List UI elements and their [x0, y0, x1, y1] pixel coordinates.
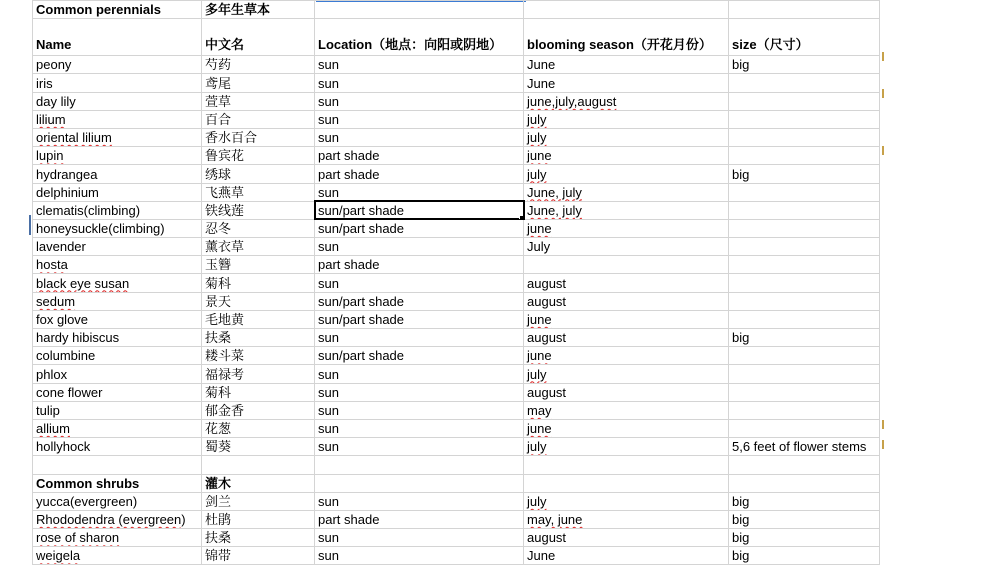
cell-chinese-name[interactable]: 铁线莲 — [202, 201, 315, 219]
cell-size[interactable]: big — [729, 329, 880, 347]
cell[interactable] — [33, 456, 202, 474]
cell[interactable] — [524, 474, 729, 492]
table-row — [33, 74, 880, 92]
table-row — [33, 347, 880, 365]
cell-location[interactable]: sun — [315, 529, 524, 547]
cell-edge-mark — [882, 420, 884, 429]
table-row — [33, 419, 880, 437]
cell-size[interactable] — [729, 365, 880, 383]
header-row — [33, 19, 880, 56]
cell-edge-mark — [882, 52, 884, 61]
cell-location[interactable]: part shade — [315, 256, 524, 274]
cell-chinese-name[interactable]: 香水百合 — [202, 128, 315, 146]
cell-name[interactable] — [33, 510, 202, 528]
cell-size[interactable] — [729, 110, 880, 128]
cell-size[interactable]: big — [729, 492, 880, 510]
spellcheck-text: Rhododendra (evergreen) — [36, 512, 186, 528]
cell-blooming-season[interactable]: June — [524, 56, 729, 74]
spellcheck-text: july — [527, 366, 547, 382]
table-row — [33, 492, 880, 510]
cell-size[interactable]: big — [729, 56, 880, 74]
cell-size[interactable] — [729, 74, 880, 92]
cell-blooming-season[interactable]: July — [524, 238, 729, 256]
cell-size[interactable]: big — [729, 529, 880, 547]
cell-chinese-name[interactable]: 薰衣草 — [202, 238, 315, 256]
spreadsheet-grid — [32, 0, 882, 586]
section-title[interactable]: Common shrubs — [33, 474, 202, 492]
cell[interactable] — [729, 456, 880, 474]
cell-location[interactable]: sun/part shade — [315, 292, 524, 310]
table-row — [33, 510, 880, 528]
table-row — [33, 128, 880, 146]
cell-blooming-season[interactable]: august — [524, 329, 729, 347]
cell-blooming-season[interactable]: June — [524, 547, 729, 565]
cell[interactable] — [315, 1, 524, 19]
cell-blooming-season[interactable] — [524, 401, 729, 419]
cell-chinese-name[interactable]: 蜀葵 — [202, 438, 315, 456]
spellcheck-text: june — [527, 221, 552, 237]
cell-location[interactable]: sun — [315, 128, 524, 146]
cell-location[interactable]: sun — [315, 365, 524, 383]
cell-name[interactable] — [33, 147, 202, 165]
cell-name[interactable] — [33, 547, 202, 565]
cell-location[interactable]: part shade — [315, 165, 524, 183]
cell-blooming-season[interactable] — [524, 219, 729, 237]
table-row — [33, 92, 880, 110]
cell-size[interactable] — [729, 347, 880, 365]
spellcheck-text: june,july,august — [527, 93, 617, 109]
cell-size[interactable] — [729, 147, 880, 165]
cell-chinese-name[interactable]: 萱草 — [202, 92, 315, 110]
cell-blooming-season[interactable] — [524, 110, 729, 128]
cell[interactable] — [315, 456, 524, 474]
table-row — [33, 183, 880, 201]
spellcheck-text: rose of sharon — [36, 530, 120, 546]
cell-blooming-season[interactable] — [524, 147, 729, 165]
spellcheck-text: oriental lilium — [36, 130, 112, 146]
cell-chinese-name[interactable]: 锦带 — [202, 547, 315, 565]
cell-chinese-name[interactable]: 菊科 — [202, 383, 315, 401]
cell-location[interactable]: sun — [315, 74, 524, 92]
table-row — [33, 256, 880, 274]
spellcheck-text: july — [527, 493, 547, 509]
cell-chinese-name[interactable]: 景天 — [202, 292, 315, 310]
cell-location[interactable]: sun — [315, 401, 524, 419]
table-row — [33, 310, 880, 328]
section-title[interactable]: Common perennials — [33, 1, 202, 19]
cell-size[interactable]: big — [729, 510, 880, 528]
cell-chinese-name[interactable]: 忍冬 — [202, 219, 315, 237]
cell-name[interactable]: lavender — [33, 238, 202, 256]
cell-location[interactable]: sun — [315, 56, 524, 74]
spellcheck-text: july — [527, 130, 547, 146]
section-title-cn[interactable]: 多年生草本 — [202, 1, 315, 19]
cell-blooming-season[interactable] — [524, 419, 729, 437]
cell-location[interactable]: sun — [315, 183, 524, 201]
cell-chinese-name[interactable]: 剑兰 — [202, 492, 315, 510]
table-row — [33, 238, 880, 256]
spellcheck-text: lupin — [36, 148, 64, 164]
spellcheck-text: lilium — [36, 111, 66, 127]
cell-chinese-name[interactable]: 杜鹃 — [202, 510, 315, 528]
cell[interactable] — [524, 456, 729, 474]
section-title-row — [33, 1, 880, 19]
table-row — [33, 365, 880, 383]
cell-blooming-season[interactable] — [524, 438, 729, 456]
spellcheck-text: June, july — [527, 202, 582, 218]
cell-edge-mark — [882, 440, 884, 449]
spellcheck-text: june — [527, 421, 552, 437]
spellcheck-text: sedum — [36, 293, 76, 309]
cell-size[interactable] — [729, 310, 880, 328]
spellcheck-text: june — [527, 312, 552, 327]
cell-edge-mark — [882, 89, 884, 98]
cell-size[interactable] — [729, 383, 880, 401]
table-row — [33, 438, 880, 456]
cell-size[interactable] — [729, 401, 880, 419]
cell[interactable] — [729, 474, 880, 492]
cell-location[interactable]: sun/part shade — [315, 201, 524, 219]
perennials-body — [33, 56, 880, 456]
cell-name[interactable]: hydrangea — [33, 165, 202, 183]
cell-location[interactable]: sun — [315, 329, 524, 347]
cell-name[interactable]: columbine — [33, 347, 202, 365]
cell-name[interactable]: honeysuckle(climbing) — [33, 219, 202, 237]
cell[interactable] — [315, 474, 524, 492]
shrubs-body — [33, 492, 880, 565]
table-row — [33, 201, 880, 219]
cell-size[interactable] — [729, 274, 880, 292]
cell-blooming-season[interactable] — [524, 165, 729, 183]
cell-name[interactable]: clematis(climbing) — [33, 201, 202, 219]
cell-chinese-name[interactable]: 扶桑 — [202, 329, 315, 347]
cell-blooming-season[interactable] — [524, 310, 729, 328]
column-header-name[interactable]: Name — [33, 19, 202, 56]
cell-blooming-season[interactable]: august — [524, 292, 729, 310]
cell-location[interactable]: sun — [315, 92, 524, 110]
cell-location[interactable]: sun — [315, 438, 524, 456]
spellcheck-text: June, july — [527, 184, 582, 200]
cell-location[interactable]: sun/part shade — [315, 310, 524, 328]
cell-chinese-name[interactable]: 鸢尾 — [202, 74, 315, 92]
column-header-location[interactable]: Location（地点：向阳或阴地） — [315, 19, 524, 56]
cell-size[interactable] — [729, 201, 880, 219]
cell-blooming-season[interactable] — [524, 365, 729, 383]
cell-chinese-name[interactable]: 芍药 — [202, 56, 315, 74]
cell-name[interactable] — [33, 110, 202, 128]
cell-location[interactable]: sun — [315, 547, 524, 565]
cell-name[interactable] — [33, 529, 202, 547]
cell-blooming-season[interactable]: august — [524, 383, 729, 401]
cell-chinese-name[interactable]: 鲁宾花 — [202, 147, 315, 165]
cell-name[interactable] — [33, 419, 202, 437]
cell-name[interactable]: fox glove — [33, 310, 202, 328]
cell-name[interactable]: day lily — [33, 92, 202, 110]
table-row — [33, 165, 880, 183]
cell-name[interactable]: tulip — [33, 401, 202, 419]
cell-name[interactable]: yucca(evergreen) — [33, 492, 202, 510]
cell-edge-mark — [882, 146, 884, 155]
cell-name[interactable]: iris — [33, 74, 202, 92]
cell-blooming-season[interactable]: august — [524, 529, 729, 547]
cell-chinese-name[interactable]: 飞燕草 — [202, 183, 315, 201]
cell-name[interactable]: hollyhock — [33, 438, 202, 456]
cell-name[interactable]: peony — [33, 56, 202, 74]
cell[interactable] — [524, 1, 729, 19]
table-row — [33, 329, 880, 347]
cell-location[interactable]: part shade — [315, 510, 524, 528]
cell-location[interactable]: sun/part shade — [315, 219, 524, 237]
cell-location[interactable]: sun — [315, 492, 524, 510]
cell-blooming-season[interactable]: June — [524, 74, 729, 92]
row-selection-marker — [29, 215, 31, 235]
cell-name[interactable] — [33, 256, 202, 274]
cell-location[interactable]: sun/part shade — [315, 347, 524, 365]
cell-chinese-name[interactable]: 郁金香 — [202, 401, 315, 419]
table-row — [33, 529, 880, 547]
cell-blooming-season[interactable] — [524, 510, 729, 528]
cell-location[interactable]: sun — [315, 419, 524, 437]
cell-blooming-season[interactable] — [524, 347, 729, 365]
spellcheck-text: july — [527, 166, 547, 182]
cell-size[interactable] — [729, 128, 880, 146]
cell-size[interactable] — [729, 219, 880, 237]
cell-name[interactable]: delphinium — [33, 183, 202, 201]
cell-size[interactable] — [729, 238, 880, 256]
cell-blooming-season[interactable]: august — [524, 274, 729, 292]
perennials-table — [32, 0, 880, 565]
cell-location[interactable]: part shade — [315, 147, 524, 165]
cell-chinese-name[interactable]: 百合 — [202, 110, 315, 128]
cell-chinese-name[interactable]: 绣球 — [202, 165, 315, 183]
cell-location[interactable]: sun — [315, 238, 524, 256]
spellcheck-text: may — [527, 402, 552, 418]
cell-name[interactable]: phlox — [33, 365, 202, 383]
column-header-blooming-season[interactable]: blooming season（开花月份） — [524, 19, 729, 56]
table-row — [33, 219, 880, 237]
spellcheck-text: hosta — [36, 257, 68, 273]
spellcheck-text: june — [527, 148, 552, 164]
cell-size[interactable] — [729, 292, 880, 310]
cell-size[interactable] — [729, 183, 880, 201]
cell-blooming-season[interactable] — [524, 92, 729, 110]
table-row — [33, 56, 880, 74]
cell-name[interactable]: hardy hibiscus — [33, 329, 202, 347]
cell-name[interactable]: cone flower — [33, 383, 202, 401]
cell-size[interactable]: big — [729, 165, 880, 183]
cell-chinese-name[interactable]: 菊科 — [202, 274, 315, 292]
cell-chinese-name[interactable]: 福禄考 — [202, 365, 315, 383]
cell-location[interactable]: sun — [315, 383, 524, 401]
cell-size[interactable]: 5,6 feet of flower stems — [729, 438, 880, 456]
spellcheck-text: allium — [36, 421, 70, 437]
cell-location[interactable]: sun — [315, 110, 524, 128]
table-row — [33, 110, 880, 128]
spellcheck-text: july — [527, 111, 547, 127]
cell-name[interactable] — [33, 128, 202, 146]
table-row — [33, 383, 880, 401]
cell-size[interactable]: big — [729, 547, 880, 565]
column-header-size[interactable]: size（尺寸） — [729, 19, 880, 56]
table-row — [33, 292, 880, 310]
cell-name[interactable] — [33, 274, 202, 292]
spellcheck-text: black eye susan — [36, 275, 130, 291]
cell-chinese-name[interactable]: 花葱 — [202, 419, 315, 437]
table-row — [33, 401, 880, 419]
cell-blooming-season[interactable] — [524, 492, 729, 510]
empty-row — [33, 456, 880, 474]
spellcheck-text: june — [527, 348, 552, 364]
section-title-row — [33, 474, 880, 492]
cell[interactable] — [202, 456, 315, 474]
table-row — [33, 274, 880, 292]
cell-name[interactable] — [33, 292, 202, 310]
cell-blooming-season[interactable] — [524, 128, 729, 146]
spellcheck-text: july — [527, 439, 547, 455]
cell-blooming-season[interactable] — [524, 183, 729, 201]
spellcheck-text: may, june — [527, 512, 583, 528]
cell-size[interactable] — [729, 92, 880, 110]
cell-blooming-season[interactable] — [524, 256, 729, 274]
cell-chinese-name[interactable]: 扶桑 — [202, 529, 315, 547]
cell-size[interactable] — [729, 419, 880, 437]
section-title-cn[interactable]: 灌木 — [202, 474, 315, 492]
table-row — [33, 147, 880, 165]
cell[interactable] — [729, 1, 880, 19]
table-row — [33, 547, 880, 565]
cell-location[interactable]: sun — [315, 274, 524, 292]
cell-chinese-name[interactable]: 毛地黄 — [202, 310, 315, 328]
spellcheck-text: weigela — [36, 548, 81, 564]
cell-chinese-name[interactable]: 玉簪 — [202, 256, 315, 274]
column-header-chinese-name[interactable]: 中文名 — [202, 19, 315, 56]
cell-size[interactable] — [729, 256, 880, 274]
cell-blooming-season[interactable] — [524, 201, 729, 219]
cell-chinese-name[interactable]: 耧斗菜 — [202, 347, 315, 365]
